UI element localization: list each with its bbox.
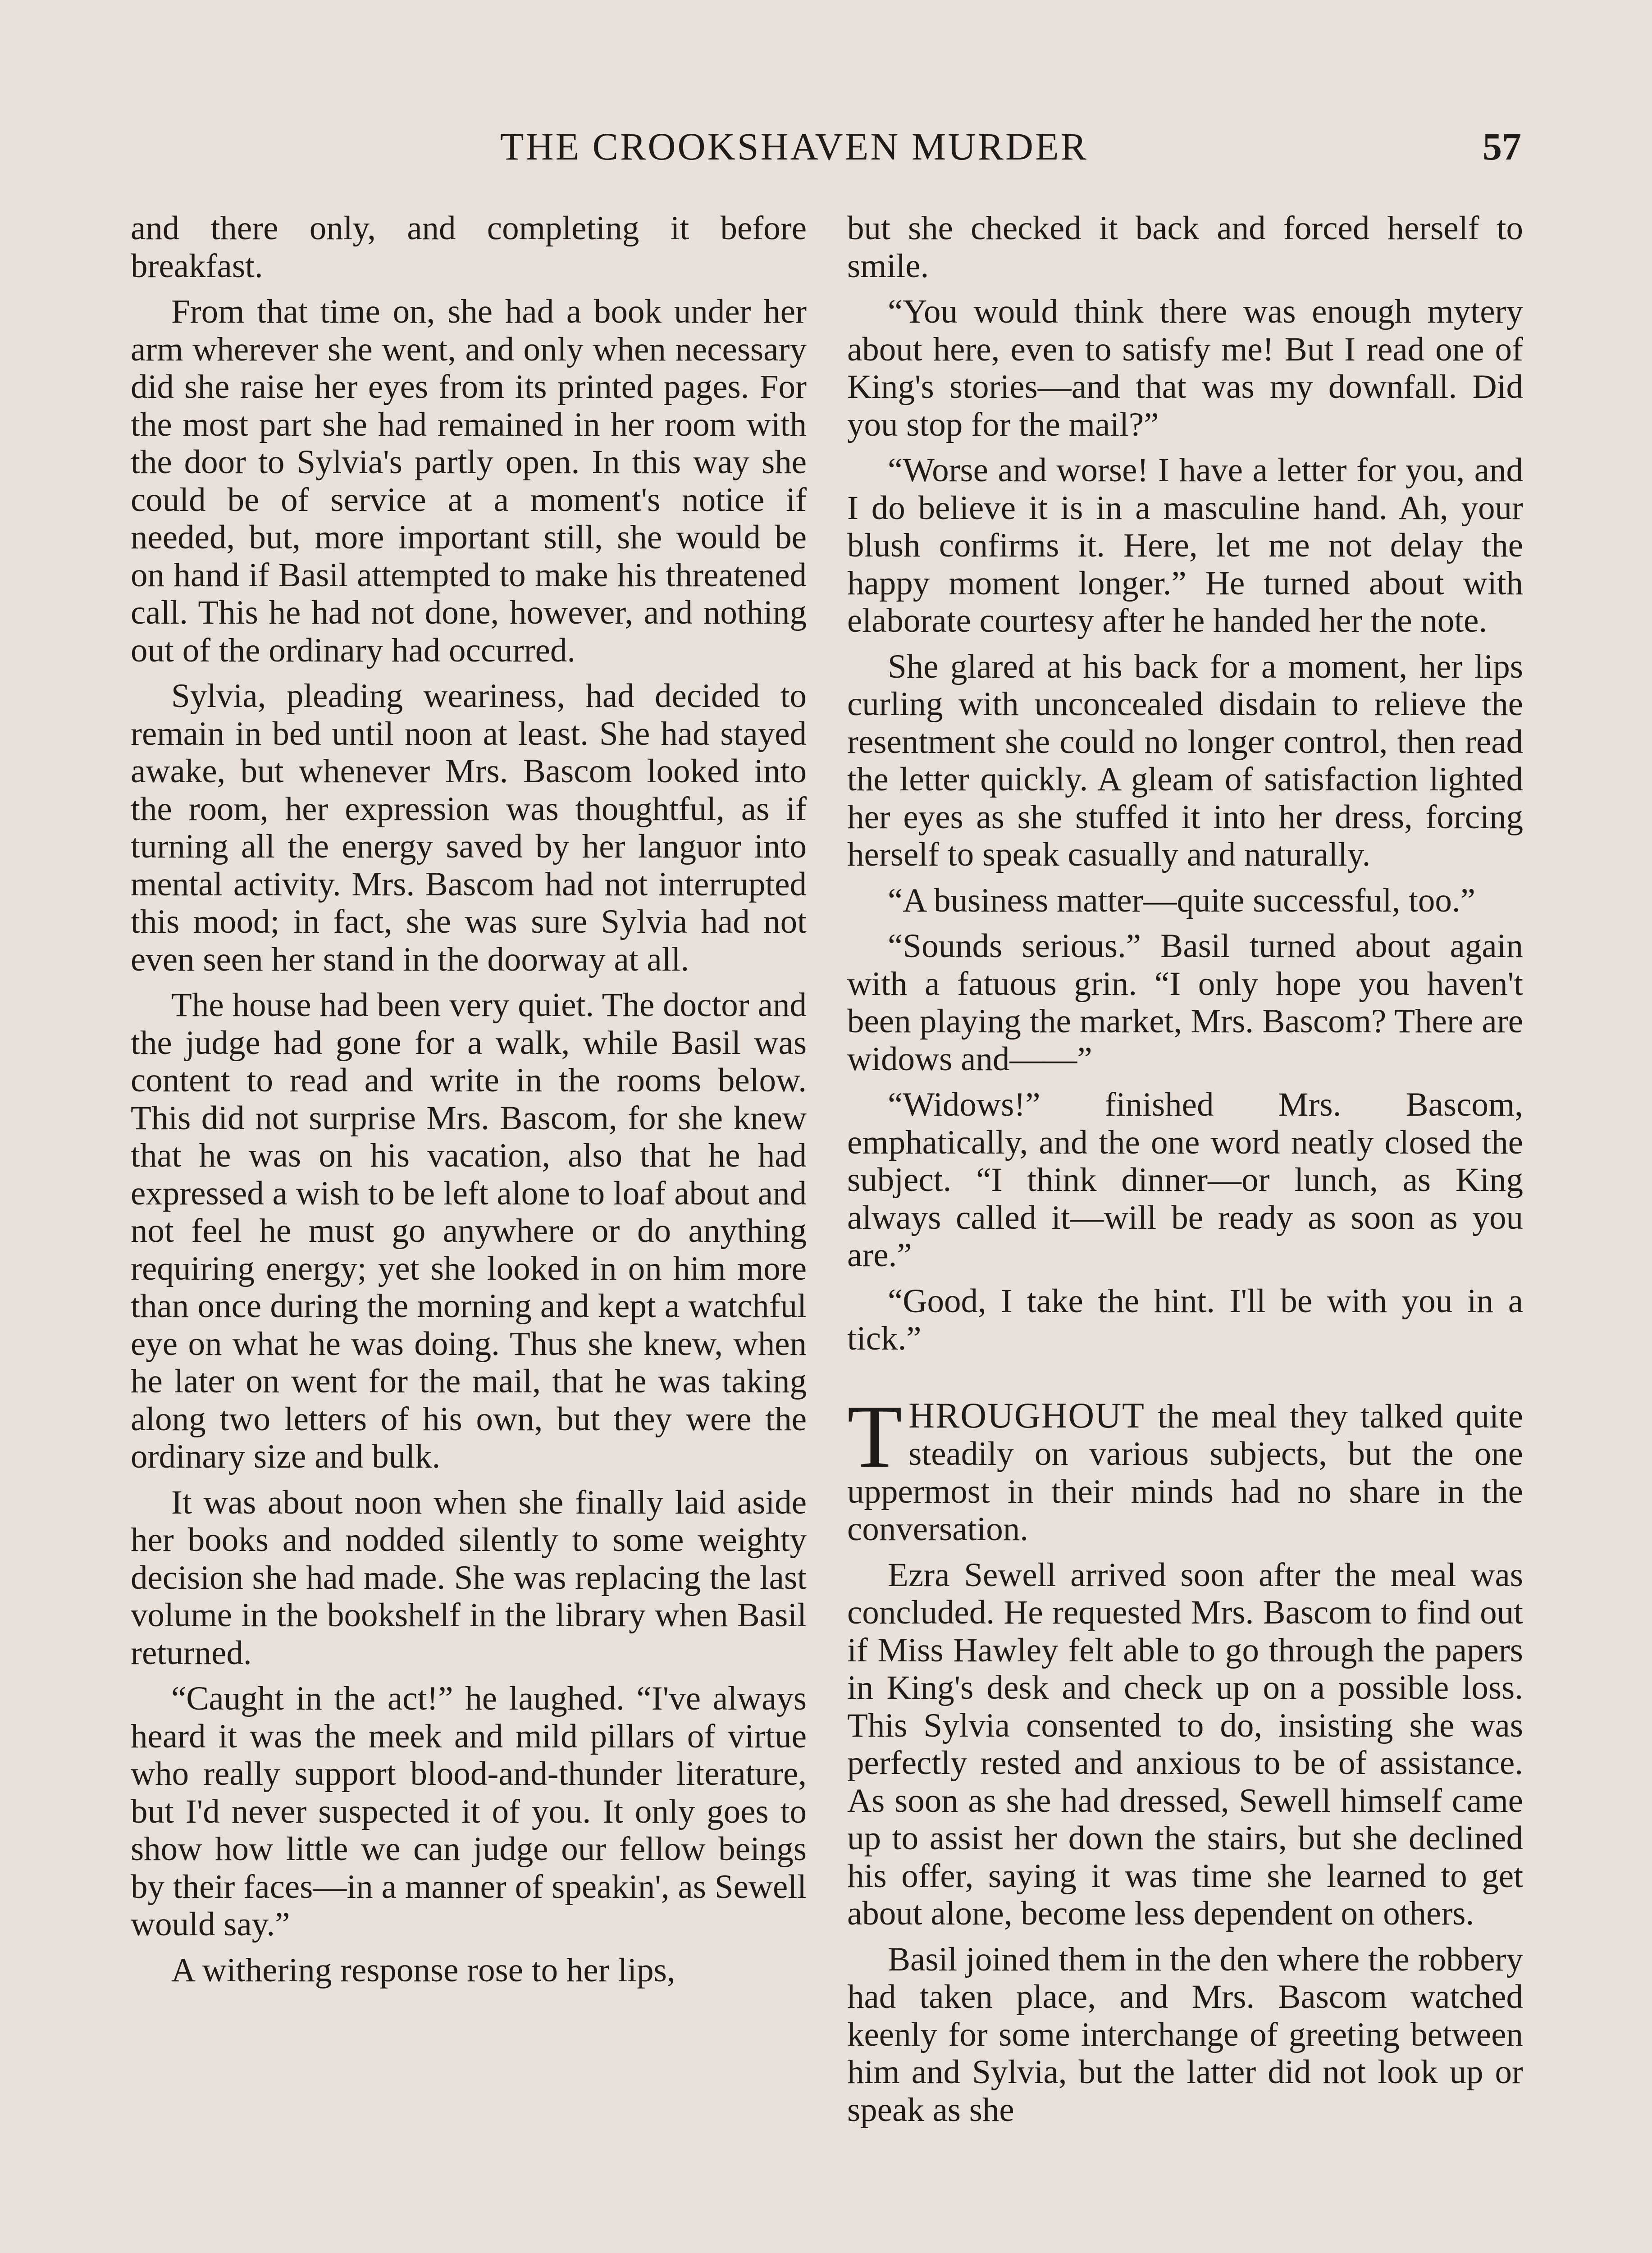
paragraph: “A business matter—quite successful, too.” — [888, 881, 1475, 919]
paragraph: It was about noon when she finally laid aside her books and nodded silently to some weighty decision she had made. She was replacing the last volume in the bookshelf in the library when Basil returned. — [131, 1483, 807, 1672]
left-column — [131, 210, 807, 1997]
paragraph: Basil joined them in the den where the robbery had taken place, and Mrs. Bascom watched keenly for some interchange of greeting between him and Sylvia, but the latter did not look up or speak as she — [847, 1940, 1523, 2129]
section-break — [847, 1366, 1523, 1397]
paragraph: “Caught in the act!” he laughed. “I've always heard it was the meek and mild pillars of virtue who really support blood-and-thunder literature, but I'd never suspected it of you. It only goes to show how little we can judge our fellow beings by their faces—in a manner of speakin', as Sewell would say.” — [131, 1680, 807, 1943]
paragraph: “Widows!” finished Mrs. Bascom, emphatically, and the one word neatly closed the subject. “I think dinner—or lunch, as King always called it—will be ready as soon as you are.” — [847, 1086, 1523, 1274]
running-title: THE CROOKSHAVEN MURDER — [500, 125, 1088, 168]
drop-cap: T — [847, 1386, 903, 1487]
paragraph: A withering response rose to her lips, — [171, 1951, 675, 1989]
paragraph: Ezra Sewell arrived soon after the meal was concluded. He requested Mrs. Bascom to find out if Miss Hawley felt able to go through the papers in King's desk and check up on a possible loss. This Sylvia consented to do, insisting she was perfectly rested and anxious to be of assistance. As soon as she had dressed, Sewell himself came up to assist her down the stairs, but she declined his offer, saying it was time she learned to get about alone, become less dependent on others. — [847, 1556, 1523, 1932]
paragraph: “You would think there was enough mytery about here, even to satisfy me! But I read one of King's stories—and that was my downfall. Did you stop for the mail?” — [847, 293, 1523, 443]
lead-in-word: HROUGHOUT — [908, 1396, 1145, 1436]
paragraph: “Worse and worse! I have a letter for you, and I do believe it is in a masculine hand. Ah, your blush confirms it. Here, let me not delay the happy moment longer.” He turned about with elaborate courtesy after he handed her the note. — [847, 452, 1523, 639]
paragraph-text: the meal they talked quite steadily on various subjects, but the one uppermost in their minds had no share in the conversation. — [847, 1397, 1523, 1548]
right-column — [847, 210, 1523, 2137]
section-opening-paragraph — [847, 1386, 1523, 1548]
paragraph: Sylvia, pleading weariness, had decided to remain in bed until noon at least. She had stayed awake, but whenever Mrs. Bascom looked into the room, her expression was thoughtful, as if turning all the energy saved by her languor into mental activity. Mrs. Bascom had not interrupted this mood; in fact, she was sure Sylvia had not even seen her stand in the doorway at all. — [131, 677, 807, 978]
paragraph: “Good, I take the hint. I'll be with you in a tick.” — [847, 1282, 1523, 1357]
paragraph: “Sounds serious.” Basil turned about again with a fatuous grin. “I only hope you haven't been playing the market, Mrs. Bascom? There are widows and——” — [847, 927, 1523, 1078]
paragraph: From that time on, she had a book under her arm wherever she went, and only when necessary did she raise her eyes from its printed pages. For the most part she had remained in her room with the door to Sylvia's partly open. In this way she could be of service at a moment's notice if needed, but, more important still, she would be on hand if Basil attempted to make his threatened call. This he had not done, however, and nothing out of the ordinary had occurred. — [131, 293, 807, 669]
page-number: 57 — [1483, 125, 1521, 168]
paragraph: The house had been very quiet. The doctor and the judge had gone for a walk, while Basil was content to read and write in the rooms below. This did not surprise Mrs. Bascom, for she knew that he was on his vacation, also that he had expressed a wish to be left alone to loaf about and not feel he must go anywhere or do anything requiring energy; yet she looked in on him more than once during the morning and kept a watchful eye on what he was doing. Thus she knew, when he later on went for the mail, that he was taking along two letters of his own, but they were the ordinary size and bulk. — [131, 986, 807, 1475]
paragraph: She glared at his back for a moment, her lips curling with unconcealed disdain to relieve the resentment she could no longer control, then read the letter quickly. A gleam of satisfaction lighted her eyes as she stuffed it into her dress, forcing herself to speak casually and naturally. — [847, 648, 1523, 873]
paragraph: and there only, and completing it before breakfast. — [131, 210, 807, 285]
page-header — [0, 122, 1652, 171]
paragraph: but she checked it back and forced herself to smile. — [847, 210, 1523, 285]
